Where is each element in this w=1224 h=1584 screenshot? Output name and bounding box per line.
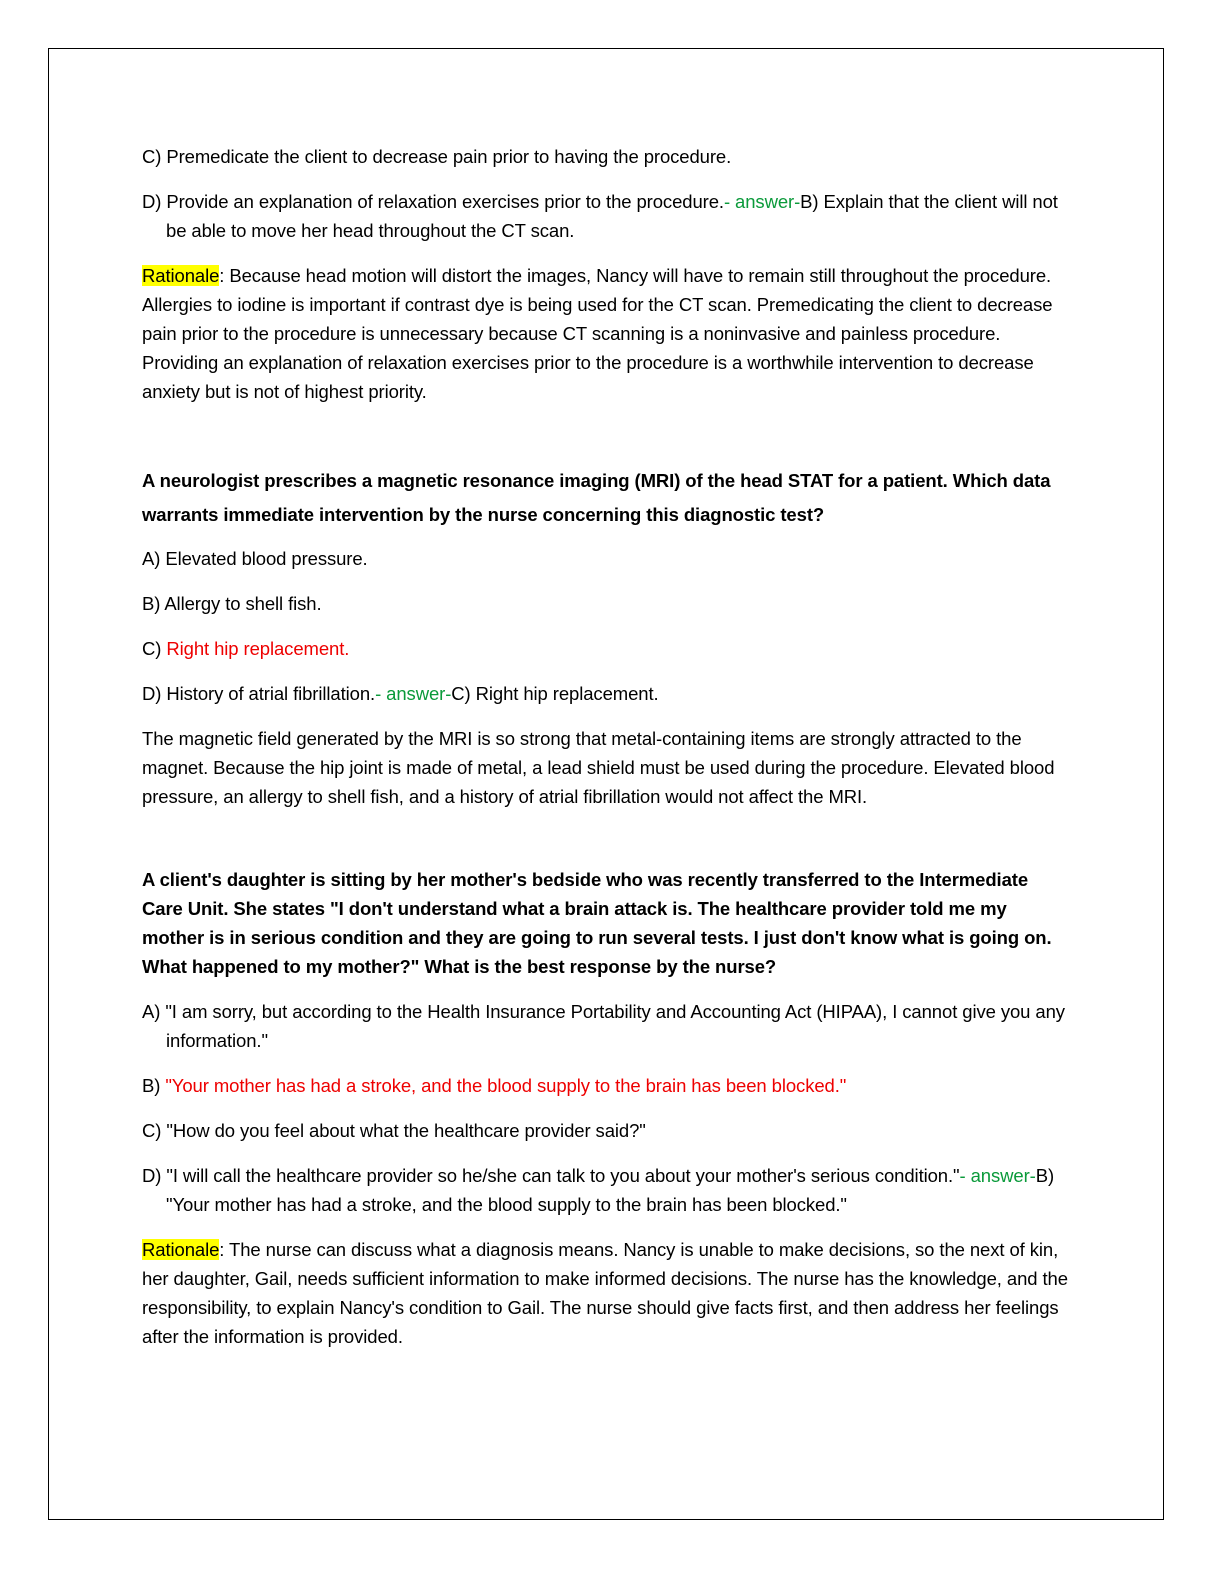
q2-option-b: B) Allergy to shell fish. (142, 593, 322, 614)
q2-option-d-text: D) History of atrial fibrillation. (142, 683, 376, 704)
q3-option-d (142, 1161, 1072, 1219)
q3-option-b-text: "Your mother has had a stroke, and the blood supply to the brain has been blocked." (165, 1075, 847, 1096)
rationale-paragraph (142, 1235, 1072, 1351)
q2-option-c-prefix: C) (142, 638, 167, 659)
option-c (142, 142, 1072, 171)
question-3-text: A client's daughter is sitting by her mother's bedside who was recently transferred to the Intermediate Care Unit. She states "I don't understand what a brain attack is. The healthcare provider told me my mother is in serious condition and they are going to run several tests. I just don't know what is going on. What happened to my mother?" What is the best response by the nurse? (142, 869, 1052, 977)
document-content (142, 142, 1072, 1367)
rationale-text: : Because head motion will distort the images, Nancy will have to remain still throughout the procedure. Allergies to iodine is important if contrast dye is being used for the CT scan. Premedicating the client to decrease pain prior to the procedure is unnecessary because CT scanning is a noninvasive and painless procedure. Providing an explanation of relaxation exercises prior to the procedure is a worthwhile intervention to decrease anxiety but is not of highest priority. (142, 265, 1053, 402)
question-2-text: A neurologist prescribes a magnetic resonance imaging (MRI) of the head STAT for a patient. Which data warrants immediate intervention by the nurse concerning this diagnostic test? (142, 470, 1051, 525)
q3-option-a: A) "I am sorry, but according to the Health Insurance Portability and Accounting Act (HIPAA), I cannot give you any information." (142, 1001, 1065, 1051)
option-d-text: D) Provide an explanation of relaxation exercises prior to the procedure. (142, 191, 724, 212)
q3-option-c: C) "How do you feel about what the healthcare provider said?" (142, 1120, 646, 1141)
q2-option-c-text: Right hip replacement. (166, 638, 350, 659)
q3-option-b-prefix: B) (142, 1075, 166, 1096)
answer-marker: - answer- (375, 683, 452, 704)
rationale-label: Rationale (142, 1239, 220, 1260)
answer-text: C) Right hip replacement. (451, 683, 659, 704)
q3-option-d-text: D) "I will call the healthcare provider so he/she can talk to you about your mother's serious condition." (142, 1165, 960, 1186)
q2-option-a: A) Elevated blood pressure. (142, 548, 368, 569)
rationale-label: Rationale (142, 265, 220, 286)
answer-marker: - answer- (959, 1165, 1036, 1186)
answer-text: B) "Your mother has had a stroke, and the blood supply to the brain has been blocked." (166, 1165, 1055, 1215)
q2-option-c (142, 634, 1072, 663)
q2-option-d (142, 679, 1072, 708)
q2-explanation: The magnetic field generated by the MRI is so strong that metal-containing items are strongly attracted to the magnet. Because the hip joint is made of metal, a lead shield must be used during the procedure. Elevated blood pressure, an allergy to shell fish, and a history of atrial fibrillation would not affect the MRI. (142, 728, 1055, 807)
answer-marker: - answer- (723, 191, 801, 212)
rationale-text: : The nurse can discuss what a diagnosis means. Nancy is unable to make decisions, so the next of kin, her daughter, Gail, needs sufficient information to make informed decisions. The nurse has the knowledge, and the responsibility, to explain Nancy's condition to Gail. The nurse should give facts first, and then address her feelings after the information is provided. (142, 1239, 1068, 1347)
rationale-paragraph (142, 261, 1072, 406)
option-c-text: C) Premedicate the client to decrease pain prior to having the procedure. (142, 146, 732, 167)
q3-option-b (142, 1071, 1072, 1100)
answer-text: B) Explain that the client will not be able to move her head throughout the CT scan. (166, 191, 1058, 241)
option-d (142, 187, 1072, 245)
